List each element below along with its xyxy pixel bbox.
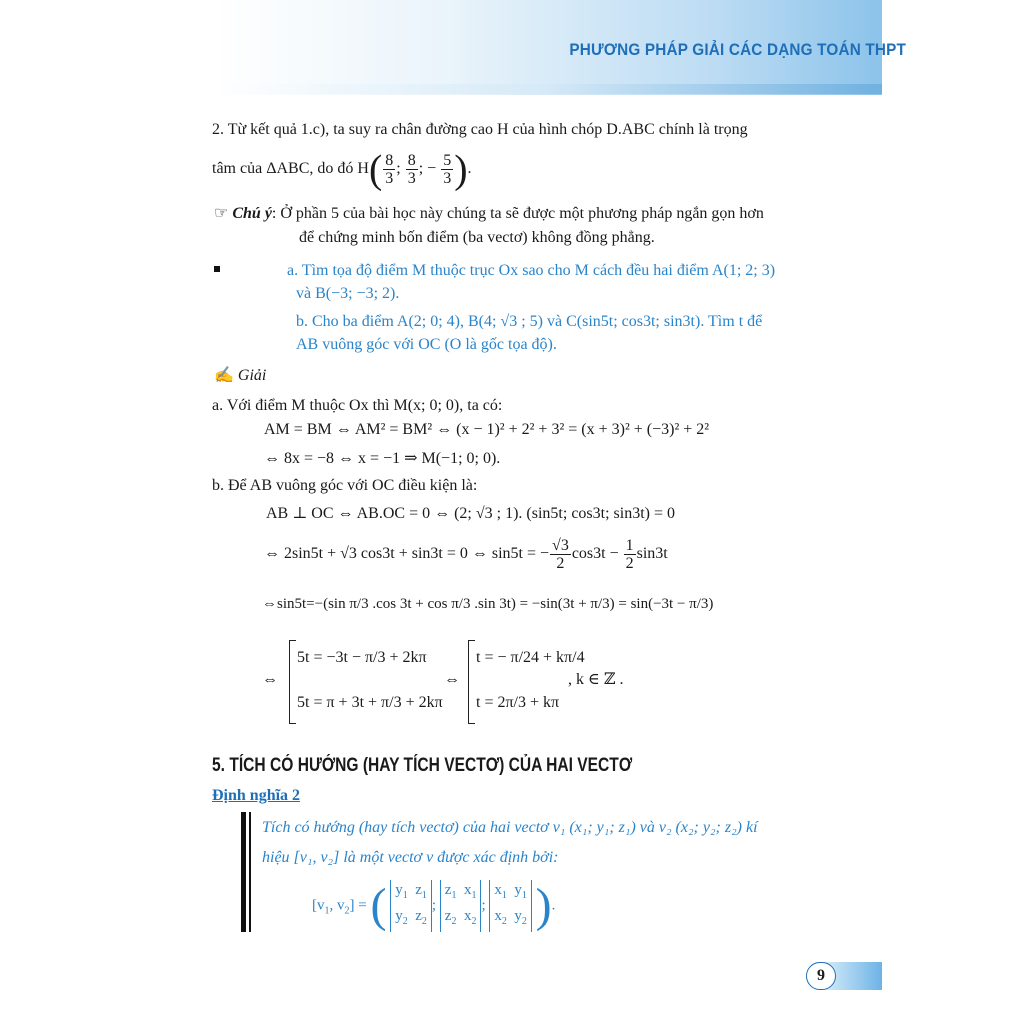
- solution-b-eq3: ⇔sin5t=−(sin π/3 .cos 3t + cos π/3 .sin 3t) = −sin(3t + π/3) = sin(−3t − π/3): [262, 596, 714, 612]
- solution-b-head: b. Để AB vuông góc với OC điều kiện là:: [212, 477, 478, 494]
- bullet-square-icon: [214, 266, 220, 272]
- para2-line1: 2. Từ kết quả 1.c), ta suy ra chân đường cao H của hình chóp D.ABC chính là trọng: [212, 121, 748, 138]
- note-line2: để chứng minh bốn điểm (ba vectơ) không đồng phẳng.: [299, 229, 655, 246]
- solution-a-eq2: ⇔ 8x = −8 ⇔ x = −1 ⇒ M(−1; 0; 0).: [264, 450, 501, 467]
- solution-title: ✍ Giải: [214, 367, 267, 384]
- definition-bar: [241, 812, 246, 932]
- writing-hand-icon: ✍: [214, 367, 234, 384]
- section-title: 5. TÍCH CÓ HƯỚNG (HAY TÍCH VECTƠ) CỦA HAI VECTƠ: [212, 755, 633, 776]
- definition-line2: hiệu [v₁, v₂] là một vectơ v được xác định bởi:: [262, 849, 559, 866]
- system1-bracket: [289, 640, 296, 724]
- note-label: Chú ý: [232, 205, 272, 222]
- solution-b-eq1: AB ⊥ OC ⇔ AB.OC = 0 ⇔ (2; √3 ; 1). (sin5t; cos3t; sin3t) = 0: [266, 505, 675, 522]
- solution-a-eq1: AM = BM ⇔ AM² = BM² ⇔ (x − 1)² + 2² + 3² = (x + 3)² + (−3)² + 2²: [264, 421, 710, 438]
- exercise-b-line2: AB vuông góc với OC (O là gốc tọa độ).: [296, 336, 557, 353]
- system1-eq1: 5t = −3t − π/3 + 2kπ: [297, 649, 427, 666]
- para2-line2: tâm của ΔABC, do đó H( $\frac{8}{3}$ ; $\frac{8}{3}$ ; − $\frac{5}{3}$ ).: [212, 146, 472, 192]
- para2-line2-prefix: tâm của ΔABC, do đó H: [212, 160, 369, 178]
- definition-heading: Định nghĩa 2: [212, 787, 301, 804]
- system2-bracket: [468, 640, 475, 724]
- exercise-b-line1: b. Cho ba điểm A(2; 0; 4), B(4; √3 ; 5) và C(sin5t; cos3t; sin3t). Tìm t để: [296, 313, 763, 330]
- system-tail: , k ∈ ℤ .: [568, 671, 624, 688]
- note-line1: ☞ Chú ý: Ở phần 5 của bài học này chúng ta sẽ được một phương pháp ngắn gọn hơn: [214, 205, 764, 222]
- header-title: PHƯƠNG PHÁP GIẢI CÁC DẠNG TOÁN THPT: [569, 40, 906, 59]
- solution-a-head: a. Với điểm M thuộc Ox thì M(x; 0; 0), ta có:: [212, 397, 503, 414]
- solution-b-eq2: ⇔ 2sin5t + √3 cos3t + sin3t = 0 ⇔ sin5t = − $\frac{√3}{2}$ cos3t − $\frac{1}{2}$ sin3t: [264, 536, 668, 572]
- page-number: 9: [806, 962, 836, 990]
- definition-formula: [$v_1$, $v_2$] = ( $y_1$ $z_1$ $y_2$ $z_2$; $z_1$ $x_1$ $z_2$ $x_2$; $x_1$ $y_1$ $x_2$ $y_2$ ).: [312, 879, 556, 932]
- system1-eq2: 5t = π + 3t + π/3 + 2kπ: [297, 694, 443, 711]
- header-band: [212, 84, 882, 94]
- system2-eq1: t = − π/24 + kπ/4: [476, 649, 585, 666]
- definition-line1: Tích có hướng (hay tích vectơ) của hai vectơ v₁ (x₁; y₁; z₁) và v₂ (x₂; y₂; z₂) kí: [262, 819, 758, 836]
- pointing-hand-icon: ☞: [214, 205, 229, 222]
- exercise-a-line2: và B(−3; −3; 2).: [296, 285, 400, 302]
- system2-eq2: t = 2π/3 + kπ: [476, 694, 560, 711]
- exercise-a-line1: a. Tìm tọa độ điểm M thuộc trục Ox sao cho M cách đều hai điểm A(1; 2; 3): [287, 262, 776, 279]
